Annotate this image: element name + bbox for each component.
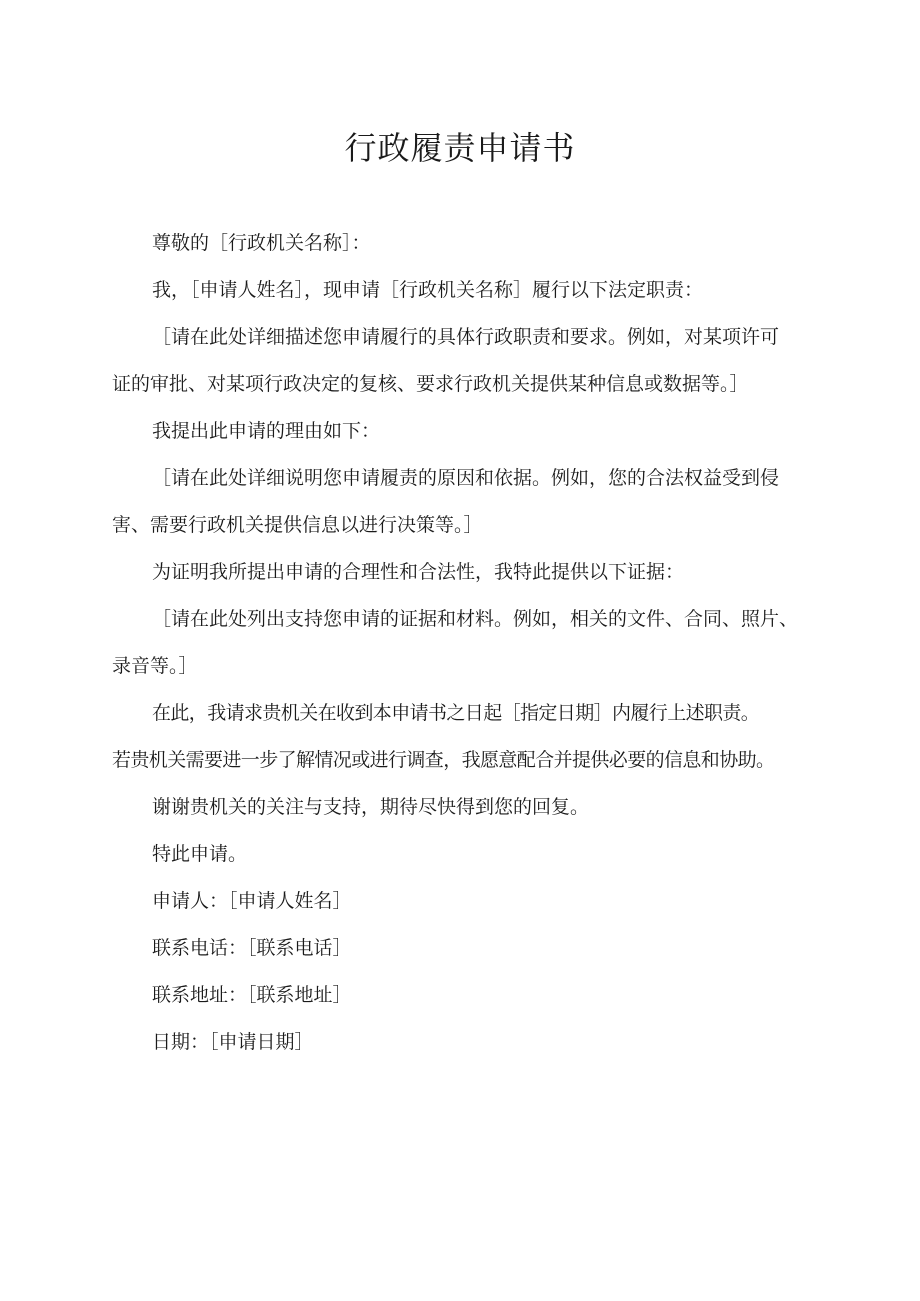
thanks-line: 谢谢贵机关的关注与支持，期待尽快得到您的回复。: [152, 796, 590, 818]
evidence-description-line-2: 录音等。］: [112, 655, 198, 677]
date-field: 日期：［申请日期］: [152, 1031, 314, 1053]
intro-paragraph: 我，［申请人姓名］，现申请［行政机关名称］履行以下法定职责：: [152, 279, 704, 301]
evidence-description-line-1: ［请在此处列出支持您申请的证据和材料。例如，相关的文件、合同、照片、: [152, 608, 799, 630]
phone-field: 联系电话：［联系电话］: [152, 937, 352, 959]
duty-description-line-1: ［请在此处详细描述您申请履行的具体行政职责和要求。例如，对某项许可: [152, 326, 780, 348]
document-body: [112, 220, 827, 1066]
evidence-lead: 为证明我所提出申请的合理性和合法性，我特此提供以下证据：: [152, 561, 685, 583]
request-line-1: 在此，我请求贵机关在收到本申请书之日起［指定日期］内履行上述职责。: [152, 702, 760, 724]
document-title: 行政履责申请书: [344, 129, 576, 167]
salutation: 尊敬的［行政机关名称］：: [152, 232, 371, 254]
request-line-2: 若贵机关需要进一步了解情况或进行调查，我愿意配合并提供必要的信息和协助。: [112, 749, 775, 771]
reason-description-line-1: ［请在此处详细说明您申请履责的原因和依据。例如，您的合法权益受到侵: [152, 467, 780, 489]
reason-lead: 我提出此申请的理由如下：: [152, 420, 381, 442]
closing-line: 特此申请。: [152, 843, 248, 865]
address-field: 联系地址：［联系地址］: [152, 984, 352, 1006]
reason-description-line-2: 害、需要行政机关提供信息以进行决策等。］: [112, 514, 483, 536]
applicant-field: 申请人：［申请人姓名］: [152, 890, 352, 912]
duty-description-line-2: 证的审批、对某项行政决定的复核、要求行政机关提供某种信息或数据等。］: [112, 373, 749, 395]
